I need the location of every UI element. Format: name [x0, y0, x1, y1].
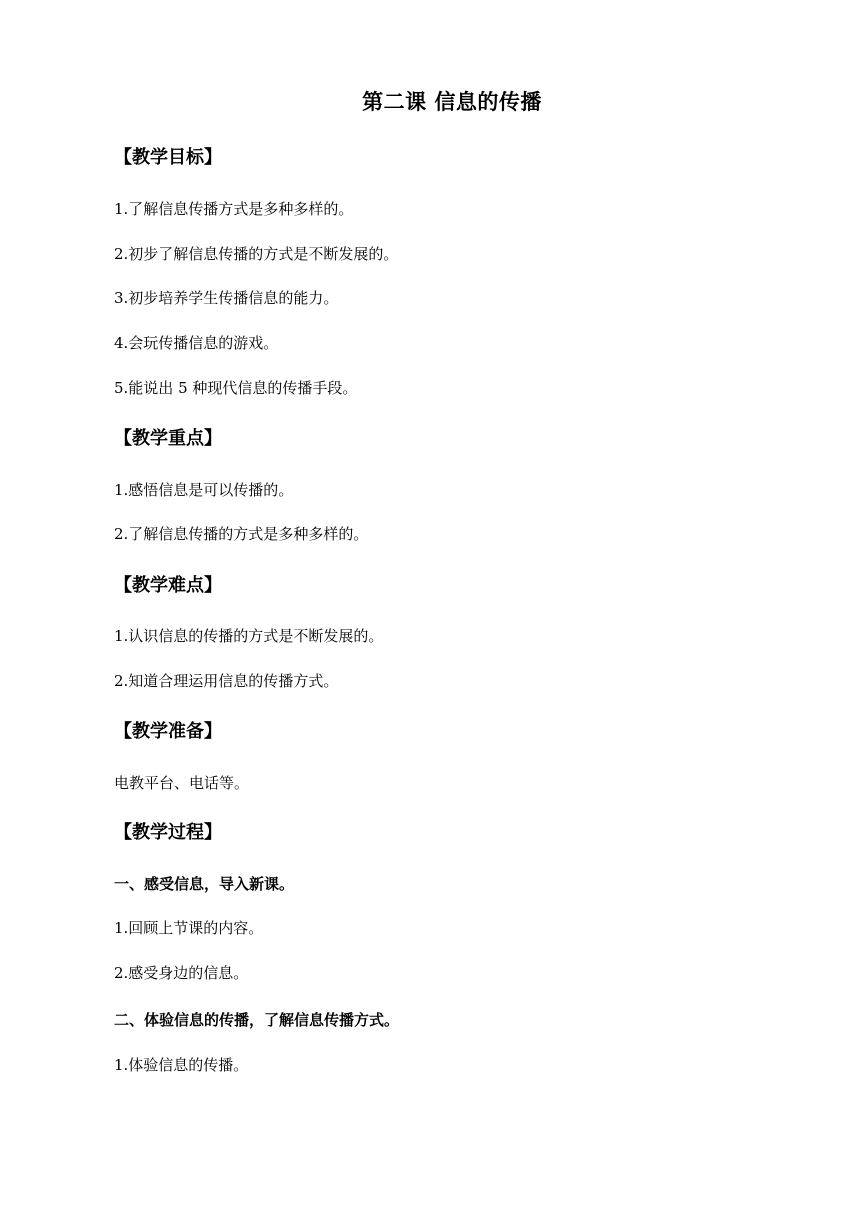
section-heading-difficulties: 【教学难点】 [114, 575, 222, 596]
process-step-item: 1.回顾上节课的内容。 [114, 919, 264, 937]
process-step-title: 二、体验信息的传播，了解信息传播方式。 [114, 1011, 400, 1029]
page-title: 第二课 信息的传播 [362, 90, 542, 114]
objective-item: 3.初步培养学生传播信息的能力。 [114, 289, 339, 307]
preparation-text: 电教平台、电话等。 [114, 774, 250, 792]
key-point-item: 1.感悟信息是可以传播的。 [114, 481, 294, 499]
section-heading-objectives: 【教学目标】 [114, 147, 222, 168]
process-step-title: 一、感受信息，导入新课。 [114, 875, 295, 893]
difficulty-item: 1.认识信息的传播的方式是不断发展的。 [114, 627, 384, 645]
section-heading-key-points: 【教学重点】 [114, 428, 222, 449]
objective-item: 2.初步了解信息传播的方式是不断发展的。 [114, 245, 399, 263]
section-heading-process: 【教学过程】 [114, 822, 222, 843]
section-heading-preparation: 【教学准备】 [114, 721, 222, 742]
difficulty-item: 2.知道合理运用信息的传播方式。 [114, 672, 339, 690]
process-step-item: 1.体验信息的传播。 [114, 1056, 249, 1074]
process-step-item: 2.感受身边的信息。 [114, 964, 249, 982]
objective-item: 5.能说出 5 种现代信息的传播手段。 [114, 379, 358, 397]
key-point-item: 2.了解信息传播的方式是多种多样的。 [114, 525, 369, 543]
objective-item: 4.会玩传播信息的游戏。 [114, 334, 279, 352]
objective-item: 1.了解信息传播方式是多种多样的。 [114, 200, 354, 218]
